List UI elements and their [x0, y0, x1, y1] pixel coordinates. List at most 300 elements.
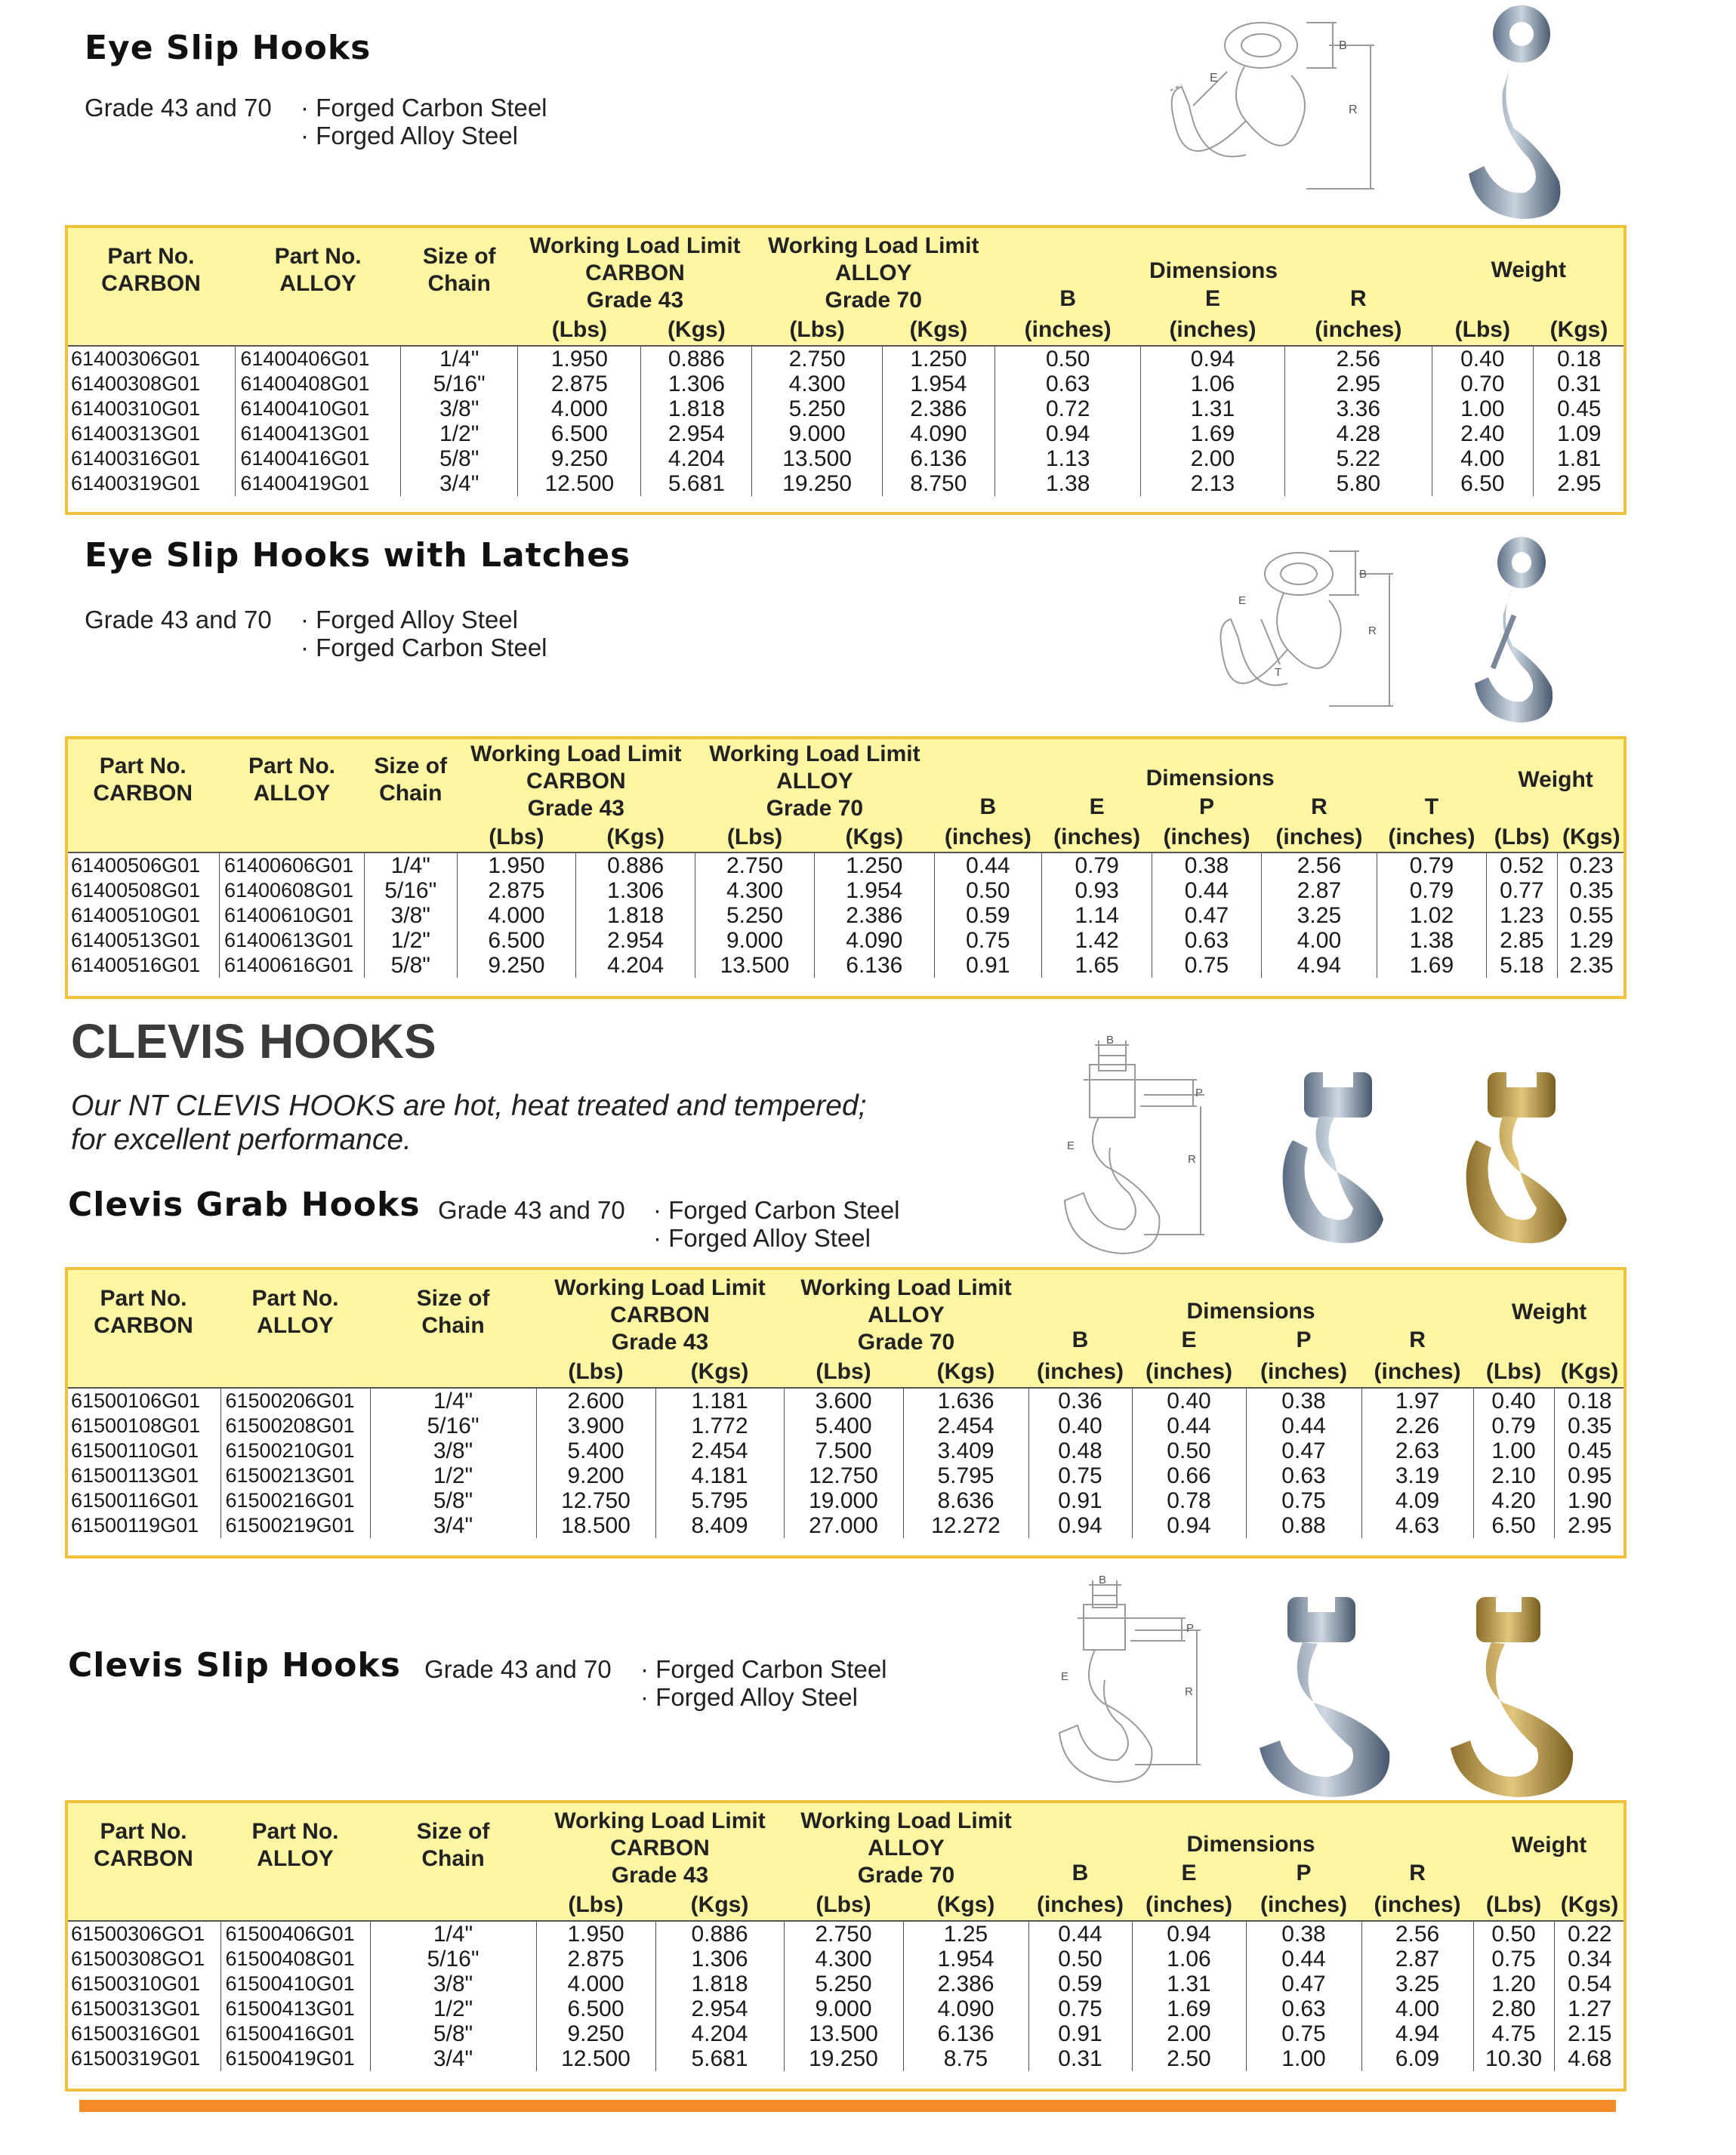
- table-cell: 2.95: [1284, 371, 1432, 396]
- part-number-cell: 61400413G01: [236, 421, 401, 446]
- table-cell: 0.50: [995, 346, 1141, 371]
- table-cell: 3.19: [1361, 1463, 1473, 1488]
- table-cell: 8.750: [882, 471, 994, 496]
- table-cell: 1.38: [995, 471, 1141, 496]
- table-cell: 0.70: [1432, 371, 1533, 396]
- hdr-kgs: (Kgs): [882, 314, 994, 346]
- table-cell: 1.181: [655, 1388, 784, 1414]
- hdr-dimensions: Dimensions: [995, 227, 1432, 284]
- table-cell: 0.50: [1132, 1438, 1246, 1463]
- hdr-lbs: (Lbs): [1473, 1356, 1554, 1388]
- table-cell: 0.886: [641, 346, 752, 371]
- part-number-cell: 61500406G01: [220, 1921, 370, 1947]
- table-cell: 0.93: [1041, 878, 1152, 903]
- table-cell: 2.80: [1473, 1996, 1554, 2021]
- table-cell: 12.750: [784, 1463, 903, 1488]
- table-cell: 0.77: [1486, 878, 1557, 903]
- table-cell: 2.50: [1132, 2046, 1246, 2071]
- table-cell: 0.63: [1152, 928, 1261, 953]
- part-number-cell: 61400506G01: [66, 852, 219, 878]
- table-cell: 1.954: [903, 1947, 1028, 1972]
- table-cell: 0.47: [1152, 903, 1261, 928]
- table-cell: 6.50: [1473, 1513, 1554, 1538]
- dim-label-p: P: [1186, 1622, 1195, 1635]
- part-number-cell: 61500416G01: [220, 2021, 370, 2046]
- clevis-slip-material-1: · Forged Carbon Steel: [640, 1655, 887, 1683]
- table-cell: 0.94: [1132, 1921, 1246, 1947]
- table-cell: 2.00: [1132, 2021, 1246, 2046]
- part-number-cell: 61500319G01: [66, 2046, 220, 2071]
- table-cell: 1.954: [814, 878, 934, 903]
- eye-latch-table: [66, 738, 1625, 978]
- table-cell: 2.00: [1141, 446, 1284, 471]
- table-cell: 1.00: [1473, 1438, 1554, 1463]
- table-cell: 4.090: [903, 1996, 1028, 2021]
- table-row: [66, 903, 1625, 928]
- dim-label-b: B: [1359, 568, 1368, 581]
- table-cell: 1.31: [1141, 396, 1284, 421]
- table-cell: 0.18: [1533, 346, 1625, 371]
- table-row: [66, 396, 1625, 421]
- eye-slip-hook-photo: [1454, 0, 1590, 227]
- table-cell: 4.28: [1284, 421, 1432, 446]
- table-cell: 5/16": [370, 1414, 536, 1438]
- table-cell: 18.500: [536, 1513, 655, 1538]
- table-cell: 19.000: [784, 1488, 903, 1513]
- table-cell: 5.681: [641, 471, 752, 496]
- table-cell: 1.38: [1377, 928, 1486, 953]
- table-cell: 2.95: [1533, 471, 1625, 496]
- table-cell: 0.75: [1152, 953, 1261, 978]
- part-number-cell: 61500108G01: [66, 1414, 220, 1438]
- table-cell: 19.250: [752, 471, 882, 496]
- hdr-kgs: (Kgs): [903, 1889, 1028, 1921]
- table-cell: 4.94: [1261, 953, 1377, 978]
- table-cell: 4.63: [1361, 1513, 1473, 1538]
- table-cell: 4.300: [784, 1947, 903, 1972]
- table-cell: 8.75: [903, 2046, 1028, 2071]
- table-row: [66, 1388, 1625, 1414]
- table-cell: 5/8": [400, 446, 518, 471]
- hdr-size-of-chain: Size of Chain: [365, 738, 458, 822]
- table-cell: 0.44: [1246, 1414, 1361, 1438]
- hdr-inches: (inches): [1284, 314, 1432, 346]
- table-cell: 1.09: [1533, 421, 1625, 446]
- table-cell: 2.875: [518, 371, 641, 396]
- part-number-cell: 61400513G01: [66, 928, 219, 953]
- hdr-dim-p: P: [1246, 1857, 1361, 1889]
- hdr-inches: (inches): [995, 314, 1141, 346]
- table-cell: 4.94: [1361, 2021, 1473, 2046]
- hdr-dimensions: Dimensions: [934, 738, 1486, 791]
- table-cell: 1.69: [1377, 953, 1486, 978]
- table-cell: 9.250: [518, 446, 641, 471]
- hdr-dim-p: P: [1152, 791, 1261, 822]
- table-cell: 0.94: [995, 421, 1141, 446]
- table-cell: 4.090: [882, 421, 994, 446]
- table-cell: 12.272: [903, 1513, 1028, 1538]
- table-cell: 0.79: [1377, 878, 1486, 903]
- hdr-inches: (inches): [1132, 1356, 1246, 1388]
- dim-label-b: B: [1339, 39, 1347, 52]
- table-cell: 3/4": [400, 471, 518, 496]
- table-cell: 10.30: [1473, 2046, 1554, 2071]
- table-cell: 4.204: [655, 2021, 784, 2046]
- hdr-dimensions: Dimensions: [1028, 1269, 1473, 1324]
- table-cell: 4.000: [457, 903, 576, 928]
- table-row: [66, 1996, 1625, 2021]
- clevis-grab-material-2: · Forged Alloy Steel: [653, 1224, 871, 1252]
- clevis-grab-table: [66, 1269, 1625, 1538]
- dim-label-e: E: [1210, 72, 1218, 85]
- dim-label-t: T: [1275, 666, 1282, 679]
- hdr-wll-alloy: Working Load Limit ALLOY Grade 70: [784, 1802, 1028, 1889]
- eye-latch-material-1: · Forged Alloy Steel: [301, 606, 518, 634]
- part-number-cell: 61400608G01: [219, 878, 364, 903]
- hdr-kgs: (Kgs): [1554, 1889, 1625, 1921]
- table-cell: 2.35: [1558, 953, 1625, 978]
- table-row: [66, 928, 1625, 953]
- part-number-cell: 61400410G01: [236, 396, 401, 421]
- hdr-inches: (inches): [1141, 314, 1284, 346]
- table-cell: 5.400: [784, 1414, 903, 1438]
- hdr-kgs: (Kgs): [903, 1356, 1028, 1388]
- table-cell: 1.06: [1141, 371, 1284, 396]
- hdr-wll-carbon: Working Load Limit CARBON Grade 43: [457, 738, 695, 822]
- table-cell: 2.750: [752, 346, 882, 371]
- table-cell: 0.79: [1473, 1414, 1554, 1438]
- table-cell: 6.500: [536, 1996, 655, 2021]
- table-cell: 1.954: [882, 371, 994, 396]
- table-cell: 2.954: [641, 421, 752, 446]
- part-number-cell: 61500113G01: [66, 1463, 220, 1488]
- table-cell: 4.00: [1261, 928, 1377, 953]
- table-cell: 1/4": [365, 852, 458, 878]
- footer-accent-bar: [79, 2100, 1616, 2112]
- table-cell: 5.795: [903, 1463, 1028, 1488]
- hdr-lbs: (Lbs): [536, 1356, 655, 1388]
- part-number-cell: 61400613G01: [219, 928, 364, 953]
- table-cell: 3.600: [784, 1388, 903, 1414]
- table-cell: 0.44: [1246, 1947, 1361, 1972]
- table-cell: 1.42: [1041, 928, 1152, 953]
- dim-label-b: B: [1106, 1034, 1115, 1047]
- table-cell: 1.23: [1486, 903, 1557, 928]
- table-cell: 1.90: [1554, 1488, 1625, 1513]
- table-cell: 1.818: [655, 1972, 784, 1996]
- table-cell: 3.25: [1361, 1972, 1473, 1996]
- table-cell: 9.250: [457, 953, 576, 978]
- table-cell: 3.900: [536, 1414, 655, 1438]
- clevis-intro-line-1: Our NT CLEVIS HOOKS are hot, heat treated and tempered;: [71, 1090, 867, 1122]
- table-cell: 2.56: [1261, 852, 1377, 878]
- table-cell: 1/4": [400, 346, 518, 371]
- table-cell: 6.136: [882, 446, 994, 471]
- part-number-cell: 61400508G01: [66, 878, 219, 903]
- table-cell: 0.35: [1558, 878, 1625, 903]
- eye-slip-grade: Grade 43 and 70: [85, 94, 272, 122]
- hdr-dim-t: T: [1377, 791, 1486, 822]
- table-cell: 0.50: [1473, 1921, 1554, 1947]
- table-cell: 0.59: [934, 903, 1041, 928]
- table-cell: 0.45: [1554, 1438, 1625, 1463]
- table-cell: 9.000: [695, 928, 815, 953]
- table-cell: 0.91: [1028, 2021, 1132, 2046]
- table-row: [66, 2046, 1625, 2071]
- clevis-grab-material-1: · Forged Carbon Steel: [653, 1196, 900, 1224]
- table-cell: 0.75: [1028, 1996, 1132, 2021]
- table-row: [66, 852, 1625, 878]
- clevis-slip-title: Clevis Slip Hooks: [68, 1646, 401, 1685]
- table-cell: 1/2": [400, 421, 518, 446]
- eye-slip-material-1: · Forged Carbon Steel: [301, 94, 547, 122]
- hdr-inches: (inches): [1361, 1889, 1473, 1921]
- dim-label-b: B: [1099, 1574, 1107, 1586]
- table-cell: 3.36: [1284, 396, 1432, 421]
- table-cell: 1.250: [882, 346, 994, 371]
- part-number-cell: 61400419G01: [236, 471, 401, 496]
- table-cell: 8.409: [655, 1513, 784, 1538]
- table-row: [66, 1414, 1625, 1438]
- eye-slip-table: [66, 227, 1625, 496]
- table-cell: 4.000: [518, 396, 641, 421]
- table-cell: 5.795: [655, 1488, 784, 1513]
- table-cell: 0.50: [1028, 1947, 1132, 1972]
- table-cell: 5.18: [1486, 953, 1557, 978]
- table-row: [66, 1513, 1625, 1538]
- table-cell: 0.50: [934, 878, 1041, 903]
- table-cell: 0.79: [1377, 852, 1486, 878]
- clevis-hooks-title: CLEVIS HOOKS: [71, 1014, 436, 1068]
- table-cell: 1.81: [1533, 446, 1625, 471]
- dim-label-e: E: [1238, 594, 1247, 607]
- part-number-cell: 61500419G01: [220, 2046, 370, 2071]
- table-cell: 0.34: [1554, 1947, 1625, 1972]
- hdr-kgs: (Kgs): [641, 314, 752, 346]
- table-cell: 0.54: [1554, 1972, 1625, 1996]
- hdr-dim-r: R: [1361, 1857, 1473, 1889]
- table-cell: 6.500: [518, 421, 641, 446]
- table-cell: 2.63: [1361, 1438, 1473, 1463]
- part-number-cell: 61500213G01: [220, 1463, 370, 1488]
- hdr-part-no-alloy: Part No. ALLOY: [219, 738, 364, 822]
- table-cell: 1.950: [457, 852, 576, 878]
- table-cell: 2.26: [1361, 1414, 1473, 1438]
- table-cell: 1.06: [1132, 1947, 1246, 1972]
- part-number-cell: 61400308G01: [66, 371, 236, 396]
- hdr-dim-b: B: [1028, 1857, 1132, 1889]
- table-cell: 4.090: [814, 928, 934, 953]
- table-cell: 9.250: [536, 2021, 655, 2046]
- table-cell: 2.40: [1432, 421, 1533, 446]
- table-cell: 0.78: [1132, 1488, 1246, 1513]
- table-cell: 6.136: [814, 953, 934, 978]
- table-cell: 5/16": [370, 1947, 536, 1972]
- table-cell: 27.000: [784, 1513, 903, 1538]
- table-cell: 0.94: [1141, 346, 1284, 371]
- table-cell: 0.40: [1432, 346, 1533, 371]
- part-number-cell: 61400306G01: [66, 346, 236, 371]
- part-number-cell: 61500310G01: [66, 1972, 220, 1996]
- part-number-cell: 61500210G01: [220, 1438, 370, 1463]
- table-cell: 2.56: [1361, 1921, 1473, 1947]
- table-cell: 2.56: [1284, 346, 1432, 371]
- table-cell: 0.47: [1246, 1972, 1361, 1996]
- hdr-lbs: (Lbs): [695, 822, 815, 852]
- table-cell: 9.200: [536, 1463, 655, 1488]
- table-cell: 2.85: [1486, 928, 1557, 953]
- part-number-cell: 61400316G01: [66, 446, 236, 471]
- part-number-cell: 61400510G01: [66, 903, 219, 928]
- table-cell: 2.386: [814, 903, 934, 928]
- hdr-dim-b: B: [1028, 1324, 1132, 1356]
- clevis-slip-table: [66, 1802, 1625, 2071]
- hdr-lbs: (Lbs): [1473, 1889, 1554, 1921]
- table-cell: 0.44: [1028, 1921, 1132, 1947]
- table-cell: 4.00: [1432, 446, 1533, 471]
- table-cell: 2.10: [1473, 1463, 1554, 1488]
- table-cell: 1/2": [370, 1463, 536, 1488]
- table-cell: 1.250: [814, 852, 934, 878]
- table-cell: 3/4": [370, 2046, 536, 2071]
- table-row: [66, 2021, 1625, 2046]
- part-number-cell: 61500408G01: [220, 1947, 370, 1972]
- hdr-inches: (inches): [1246, 1889, 1361, 1921]
- table-cell: 0.88: [1246, 1513, 1361, 1538]
- table-cell: 1.02: [1377, 903, 1486, 928]
- part-number-cell: 61500219G01: [220, 1513, 370, 1538]
- table-cell: 0.75: [934, 928, 1041, 953]
- eye-latch-hook-diagram: [1208, 544, 1405, 740]
- table-cell: 2.875: [536, 1947, 655, 1972]
- table-cell: 3/4": [370, 1513, 536, 1538]
- hdr-part-no-alloy: Part No. ALLOY: [236, 227, 401, 314]
- hdr-part-no-carbon: Part No. CARBON: [66, 1269, 220, 1356]
- table-cell: 4.000: [536, 1972, 655, 1996]
- table-cell: 5/8": [370, 2021, 536, 2046]
- table-cell: 1.950: [518, 346, 641, 371]
- table-cell: 1.818: [576, 903, 695, 928]
- table-cell: 1.306: [655, 1947, 784, 1972]
- table-cell: 5.250: [695, 903, 815, 928]
- table-cell: 5/16": [400, 371, 518, 396]
- table-cell: 0.38: [1246, 1388, 1361, 1414]
- part-number-cell: 61500119G01: [66, 1513, 220, 1538]
- hdr-kgs: (Kgs): [576, 822, 695, 852]
- table-cell: 0.23: [1558, 852, 1625, 878]
- hdr-dim-r: R: [1361, 1324, 1473, 1356]
- table-cell: 1.97: [1361, 1388, 1473, 1414]
- hdr-kgs: (Kgs): [1558, 822, 1625, 852]
- table-cell: 0.35: [1554, 1414, 1625, 1438]
- table-cell: 2.750: [695, 852, 815, 878]
- hdr-dimensions: Dimensions: [1028, 1802, 1473, 1857]
- part-number-cell: 61400516G01: [66, 953, 219, 978]
- table-row: [66, 1921, 1625, 1947]
- table-cell: 0.22: [1554, 1921, 1625, 1947]
- table-cell: 9.000: [784, 1996, 903, 2021]
- table-cell: 6.500: [457, 928, 576, 953]
- table-cell: 5.250: [784, 1972, 903, 1996]
- hdr-wll-carbon: Working Load Limit CARBON Grade 43: [518, 227, 752, 314]
- dim-label-r: R: [1188, 1153, 1196, 1166]
- table-cell: 0.63: [1246, 1463, 1361, 1488]
- part-number-cell: 61400610G01: [219, 903, 364, 928]
- table-cell: 0.40: [1473, 1388, 1554, 1414]
- clevis-grab-hook-diagram: [1053, 1034, 1235, 1261]
- table-cell: 0.886: [655, 1921, 784, 1947]
- part-number-cell: 61500413G01: [220, 1996, 370, 2021]
- clevis-slip-material-2: · Forged Alloy Steel: [640, 1683, 858, 1711]
- clevis-intro-line-2: for excellent performance.: [71, 1124, 412, 1156]
- table-cell: 12.500: [518, 471, 641, 496]
- hdr-inches: (inches): [1028, 1889, 1132, 1921]
- table-cell: 1.772: [655, 1414, 784, 1438]
- table-cell: 4.75: [1473, 2021, 1554, 2046]
- table-cell: 0.75: [1473, 1947, 1554, 1972]
- table-cell: 0.75: [1028, 1463, 1132, 1488]
- table-cell: 0.38: [1152, 852, 1261, 878]
- table-cell: 0.95: [1554, 1463, 1625, 1488]
- table-row: [66, 878, 1625, 903]
- table-cell: 4.09: [1361, 1488, 1473, 1513]
- table-cell: 1.69: [1141, 421, 1284, 446]
- table-cell: 5.400: [536, 1438, 655, 1463]
- table-cell: 13.500: [695, 953, 815, 978]
- table-cell: 1.13: [995, 446, 1141, 471]
- table-cell: 0.31: [1028, 2046, 1132, 2071]
- table-cell: 2.95: [1554, 1513, 1625, 1538]
- table-row: [66, 446, 1625, 471]
- table-cell: 1.20: [1473, 1972, 1554, 1996]
- table-cell: 5/8": [370, 1488, 536, 1513]
- clevis-slip-hook-photo-zinc: [1246, 1589, 1420, 1801]
- table-cell: 1.69: [1132, 1996, 1246, 2021]
- hdr-dim-b: B: [934, 791, 1041, 822]
- hdr-kgs: (Kgs): [1533, 314, 1625, 346]
- table-cell: 8.636: [903, 1488, 1028, 1513]
- table-cell: 13.500: [752, 446, 882, 471]
- table-cell: 6.09: [1361, 2046, 1473, 2071]
- hdr-lbs: (Lbs): [752, 314, 882, 346]
- table-cell: 1.950: [536, 1921, 655, 1947]
- table-cell: 1.306: [641, 371, 752, 396]
- hdr-inches: (inches): [1041, 822, 1152, 852]
- table-cell: 0.44: [934, 852, 1041, 878]
- hdr-inches: (inches): [1377, 822, 1486, 852]
- table-cell: 6.50: [1432, 471, 1533, 496]
- table-row: [66, 1488, 1625, 1513]
- hdr-wll-carbon: Working Load Limit CARBON Grade 43: [536, 1802, 784, 1889]
- hdr-lbs: (Lbs): [784, 1889, 903, 1921]
- table-cell: 0.79: [1041, 852, 1152, 878]
- hdr-size-of-chain: Size of Chain: [370, 1802, 536, 1889]
- table-cell: 3/8": [400, 396, 518, 421]
- table-cell: 2.13: [1141, 471, 1284, 496]
- hdr-dim-e: E: [1132, 1324, 1246, 1356]
- table-row: [66, 1463, 1625, 1488]
- hdr-dim-p: P: [1246, 1324, 1361, 1356]
- table-cell: 0.40: [1028, 1414, 1132, 1438]
- eye-slip-material-2: · Forged Alloy Steel: [301, 122, 518, 150]
- hdr-lbs: (Lbs): [784, 1356, 903, 1388]
- table-cell: 0.40: [1132, 1388, 1246, 1414]
- table-row: [66, 471, 1625, 496]
- table-cell: 7.500: [784, 1438, 903, 1463]
- hdr-dim-r: R: [1284, 284, 1432, 314]
- part-number-cell: 61500208G01: [220, 1414, 370, 1438]
- hdr-inches: (inches): [1028, 1356, 1132, 1388]
